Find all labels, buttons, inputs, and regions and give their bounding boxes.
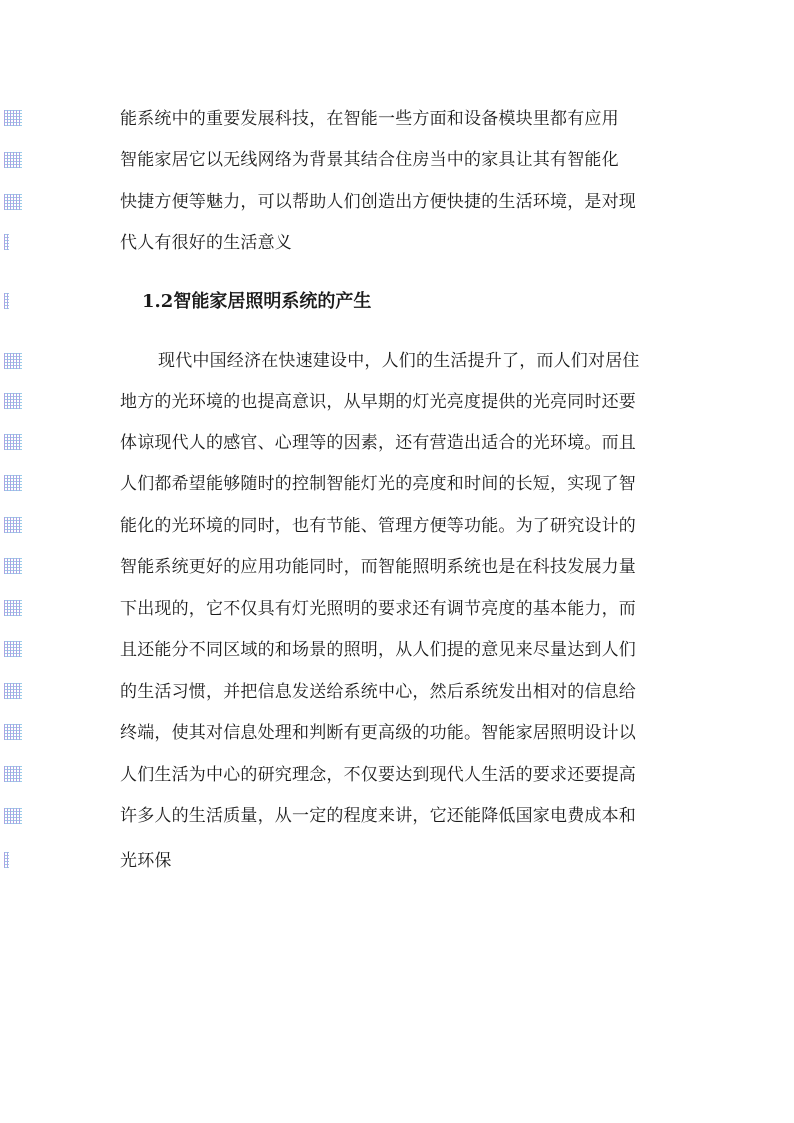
margin-mark [4,110,22,126]
paragraph-line: 智能系统更好的应用功能同时，而智能照明系统也是在科技发展力量 [120,557,636,577]
margin-mark [4,293,9,309]
margin-mark [4,517,22,533]
margin-mark [4,353,22,369]
margin-mark [4,724,22,740]
margin-mark [4,766,22,782]
margin-mark [4,852,9,868]
paragraph-line: 人们生活为中心的研究理念，不仅要达到现代人生活的要求还要提高 [120,765,636,785]
paragraph-line: 下出现的，它不仅具有灯光照明的要求还有调节亮度的基本能力，而 [120,599,636,619]
paragraph-line: 能系统中的重要发展科技，在智能一些方面和设备模块里都有应用 [120,109,619,129]
paragraph-line: 快捷方便等魅力，可以帮助人们创造出方便快捷的生活环境，是对现 [120,192,636,212]
margin-mark [4,152,22,168]
paragraph-line: 智能家居它以无线网络为背景其结合住房当中的家具让其有智能化 [120,150,619,170]
paragraph-line: 现代中国经济在快速建设中，人们的生活提升了，而人们对居住 [158,351,640,371]
paragraph-line: 代人有很好的生活意义 [120,233,292,253]
paragraph-line: 终端，使其对信息处理和判断有更高级的功能。智能家居照明设计以 [120,723,636,743]
margin-mark [4,234,9,250]
margin-mark [4,808,22,824]
paragraph-line: 地方的光环境的也提高意识，从早期的灯光亮度提供的光亮同时还要 [120,392,636,412]
paragraph-line: 体谅现代人的感官、心理等的因素，还有营造出适合的光环境。而且 [120,433,636,453]
margin-mark [4,558,22,574]
margin-mark [4,683,22,699]
margin-mark [4,434,22,450]
section-heading: 1.2智能家居照明系统的产生 [142,291,372,312]
paragraph-line: 人们都希望能够随时的控制智能灯光的亮度和时间的长短，实现了智 [120,474,636,494]
margin-mark [4,600,22,616]
margin-mark [4,194,22,210]
paragraph-line: 能化的光环境的同时，也有节能、管理方便等功能。为了研究设计的 [120,516,636,536]
margin-mark [4,641,22,657]
paragraph-line: 的生活习惯，并把信息发送给系统中心，然后系统发出相对的信息给 [120,682,636,702]
margin-mark [4,393,22,409]
paragraph-line: 光环保 [120,851,172,871]
margin-mark [4,475,22,491]
paragraph-line: 许多人的生活质量，从一定的程度来讲，它还能降低国家电费成本和 [120,806,636,826]
paragraph-line: 且还能分不同区域的和场景的照明，从人们提的意见来尽量达到人们 [120,640,636,660]
